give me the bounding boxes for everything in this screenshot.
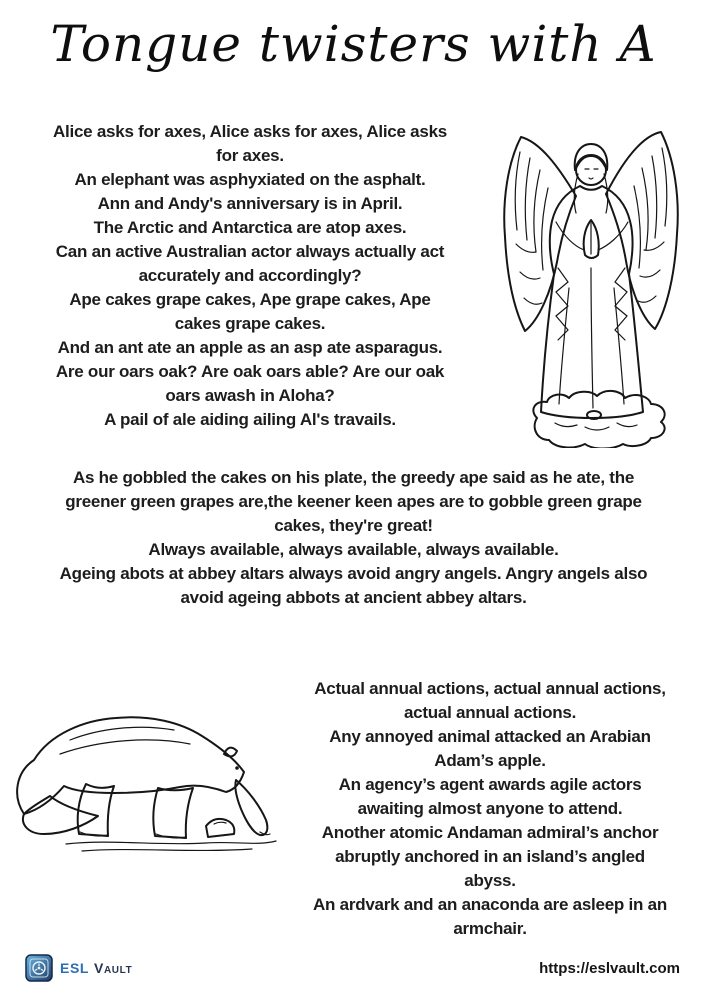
- twister-line: cakes grape cakes.: [174, 314, 326, 333]
- twister-line: for axes.: [216, 146, 284, 165]
- brand-vault: Vault: [94, 960, 133, 976]
- twister-line: Ageing abots at abbey altars always avoid angry angels. Angry angels also: [59, 564, 648, 583]
- twister-line: actual annual actions.: [403, 703, 577, 722]
- twister-block-3: [283, 677, 697, 941]
- twister-line: awaiting almost anyone to attend.: [357, 799, 623, 818]
- twister-line: Ape cakes grape cakes, Ape grape cakes, Ape: [69, 290, 431, 309]
- twister-line: Adam’s apple.: [434, 751, 546, 770]
- twister-line: greener green grapes are,the keener keen apes are to gobble green grape: [65, 492, 642, 511]
- esl-vault-logo: [25, 954, 132, 982]
- twister-line: oars awash in Aloha?: [165, 386, 335, 405]
- twister-line: And an ant ate an apple as an asp ate asparagus.: [57, 338, 443, 357]
- website-url: https://eslvault.com: [539, 959, 680, 977]
- brand-name: [60, 960, 132, 976]
- vault-safe-icon: [25, 954, 53, 982]
- anteater-illustration: [10, 692, 302, 858]
- twister-line: Ann and Andy's anniversary is in April.: [97, 194, 403, 213]
- twister-line: Can an active Australian actor always actually act: [55, 242, 445, 261]
- twister-line: Always available, always available, always available.: [148, 540, 559, 559]
- twister-line: armchair.: [453, 919, 527, 938]
- footer: [0, 946, 707, 990]
- page-title: Tongue twisters with A: [50, 15, 657, 73]
- twister-line: An ardvark and an anaconda are asleep in an: [313, 895, 667, 914]
- twister-block-1: [18, 120, 482, 432]
- twister-line: Any annoyed animal attacked an Arabian: [329, 727, 651, 746]
- twister-line: Are our oars oak? Are oak oars able? Are our oak: [55, 362, 445, 381]
- twister-line: An elephant was asphyxiated on the asphalt.: [74, 170, 426, 189]
- twister-line: The Arctic and Antarctica are atop axes.: [93, 218, 407, 237]
- twister-line: Another atomic Andaman admiral’s anchor: [321, 823, 659, 842]
- twister-line: An agency’s agent awards agile actors: [338, 775, 642, 794]
- twister-line: abyss.: [464, 871, 516, 890]
- twister-line: cakes, they're great!: [274, 516, 433, 535]
- twister-line: As he gobbled the cakes on his plate, the greedy ape said as he ate, the: [72, 468, 635, 487]
- twister-line: accurately and accordingly?: [138, 266, 362, 285]
- twister-line: Alice asks for axes, Alice asks for axes, Alice asks: [52, 122, 447, 141]
- twister-line: A pail of ale aiding ailing Al's travails.: [104, 410, 396, 429]
- brand-esl: ESL: [60, 960, 90, 976]
- angel-illustration: [494, 116, 706, 448]
- twister-line: avoid ageing abbots at ancient abbey altars.: [180, 588, 527, 607]
- twister-line: abruptly anchored in an island’s angled: [335, 847, 645, 866]
- twister-block-2: [0, 466, 707, 610]
- twister-line: Actual annual actions, actual annual actions,: [314, 679, 666, 698]
